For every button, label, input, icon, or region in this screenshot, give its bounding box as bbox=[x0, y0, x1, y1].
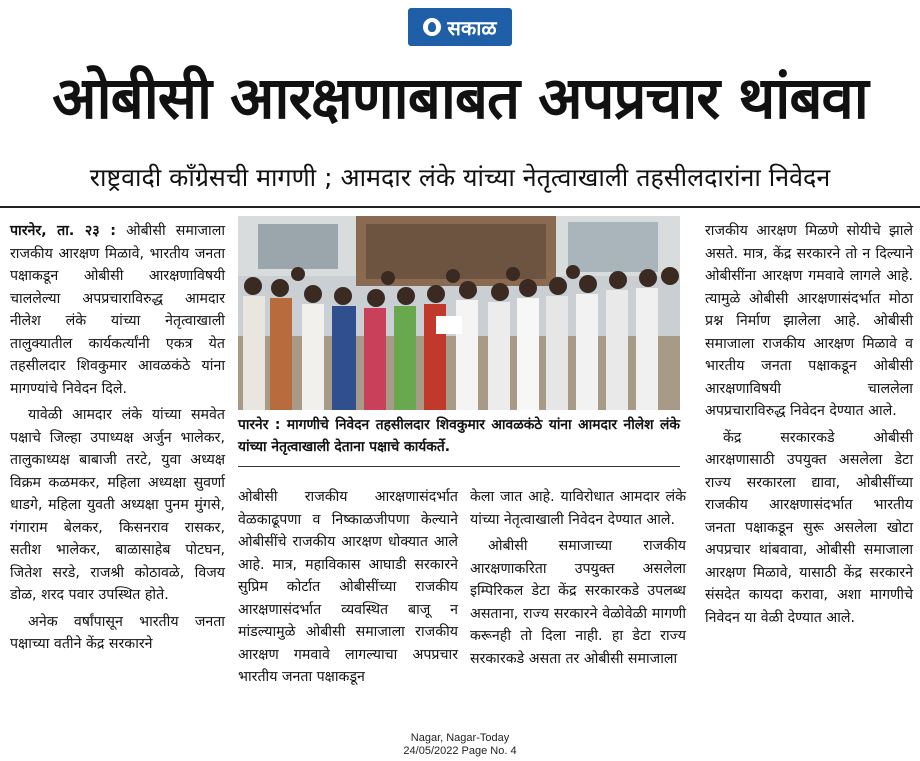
subheadline: राष्ट्रवादी काँग्रेसची मागणी ; आमदार लंके यांच्या नेतृत्वाखाली तहसीलदारांना निवेदन bbox=[89, 163, 831, 192]
article-paragraph: यावेळी आमदार लंके यांच्या समवेत पक्षाचे जिल्हा उपाध्यक्ष अर्जुन भालेकर, तालुकाध्यक्ष बाबाजी तरटे, युवा अध्यक्ष विक्रम कळमकर, महिला अध्यक्षा सुवर्णा धाडगे, महिला युवती अध्यक्षा पुनम मुंगसे, गंगाराम बेलकर, किसनराव रासकर, सतीश भालेकर, बाळासाहेब पोटघन, जितेश सरडे, राजश्री कोठावळे, विजय डोळ, शरद पवार उपस्थित होते. bbox=[10, 407, 225, 603]
article-column-2 bbox=[238, 486, 458, 693]
article-column-1 bbox=[10, 220, 225, 660]
paragraph-text: ओबीसी समाजाला राजकीय आरक्षण मिळावे, भारतीय जनता पक्षाकडून ओबीसी आरक्षणाविषयी चाललेल्या अपप्रचाराविरुद्ध आमदार नीलेश लंके यांच्या नेतृत्वाखाली तालुक्यातील कार्यकर्त्यांनी एकत्र येत तहसीलदार शिवकुमार आवळकंठे यांना मागण्यांचे निवेदन दिले. bbox=[10, 223, 226, 397]
article-paragraph: राजकीय आरक्षण मिळणे सोयीचे झाले असते. मात्र, केंद्र सरकारने तो न दिल्याने ओबीसींना आरक्षण गमवावे लागले आहे. त्यामुळे ओबीसी आरक्षणासंदर्भात मोठा प्रश्न निर्माण झालेला आहे. ओबीसी समाजाला राजकीय आरक्षण मिळावे व भारतीय जनता पक्षाकडून ओबीसी आरक्षणाविषयी चाललेला अपप्रचाराविरुद्ध निवेदन देण्यात आले. bbox=[705, 223, 913, 419]
headline-divider bbox=[0, 206, 920, 208]
group-photo-image bbox=[238, 216, 680, 410]
newspaper-logo bbox=[408, 8, 512, 46]
article-paragraph bbox=[10, 220, 225, 400]
headline: ओबीसी आरक्षणाबाबत अपप्रचार थांबवा bbox=[52, 64, 868, 132]
logo-emblem-icon bbox=[423, 18, 441, 36]
caption-divider bbox=[238, 466, 680, 467]
article-paragraph: अनेक वर्षांपासून भारतीय जनता पक्षाच्या वतीने केंद्र सरकारने bbox=[10, 613, 225, 652]
photo-caption: पारनेर : मागणीचे निवेदन तहसीलदार शिवकुमार आवळकंठे यांना आमदार नीलेश लंके यांच्या नेतृत्वाखाली देताना पक्षाचे कार्यकर्ते. bbox=[238, 417, 680, 455]
page-footer bbox=[0, 732, 920, 758]
footer-edition: Nagar, Nagar-Today bbox=[410, 732, 510, 744]
footer-date-page: 24/05/2022 Page No. 4 bbox=[403, 745, 517, 757]
dateline: पारनेर, ता. २३ : bbox=[10, 223, 116, 239]
article-paragraph: ओबीसी समाजाच्या राजकीय आरक्षणाकरिता उपयुक्त असलेला इम्पिरिकल डेटा केंद्र सरकारकडे उपलब्ध असताना, राज्य सरकारने वेळोवेळी मागणी करूनही तो दिला नाही. हा डेटा राज्य सरकारकडे असता तर ओबीसी समाजाला bbox=[470, 538, 686, 667]
article-column-3 bbox=[470, 486, 686, 674]
article-paragraph: ओबीसी राजकीय आरक्षणासंदर्भात वेळकाढूपणा व निष्काळजीपणा केल्याने ओबीसींचे राजकीय आरक्षण धोक्यात आले आहे. मात्र, महाविकास आघाडी सरकारने सुप्रिम कोर्टात ओबीसींच्या राजकीय आरक्षणासंदर्भात व्यवस्थित बाजू न मांडल्यामुळे ओबीसी समाजाला राजकीय आरक्षण गमवावे लागल्याचा अपप्रचार भारतीय जनता पक्षाकडून bbox=[238, 489, 458, 685]
news-photo bbox=[238, 216, 680, 410]
logo-text: सकाळ bbox=[447, 15, 497, 40]
article-column-4 bbox=[705, 220, 913, 633]
article-paragraph: केला जात आहे. याविरोधात आमदार लंके यांच्या नेतृत्वाखाली निवेदन देण्यात आले. bbox=[470, 489, 686, 528]
article-paragraph: केंद्र सरकारकडे ओबीसी आरक्षणासाठी उपयुक्त असलेला डेटा राज्य सरकारला द्यावा, ओबीसींच्या राजकीय आरक्षणासंदर्भात भारतीय जनता पक्षाकडून सुरू असलेला खोटा अपप्रचार थांबवावा, ओबीसी समाजाला आरक्षण मिळावे, यासाठी केंद्र सरकारने संसदेत कायदा करावा, अशा मागणीचे निवेदन या वेळी देण्यात आले. bbox=[705, 429, 913, 626]
